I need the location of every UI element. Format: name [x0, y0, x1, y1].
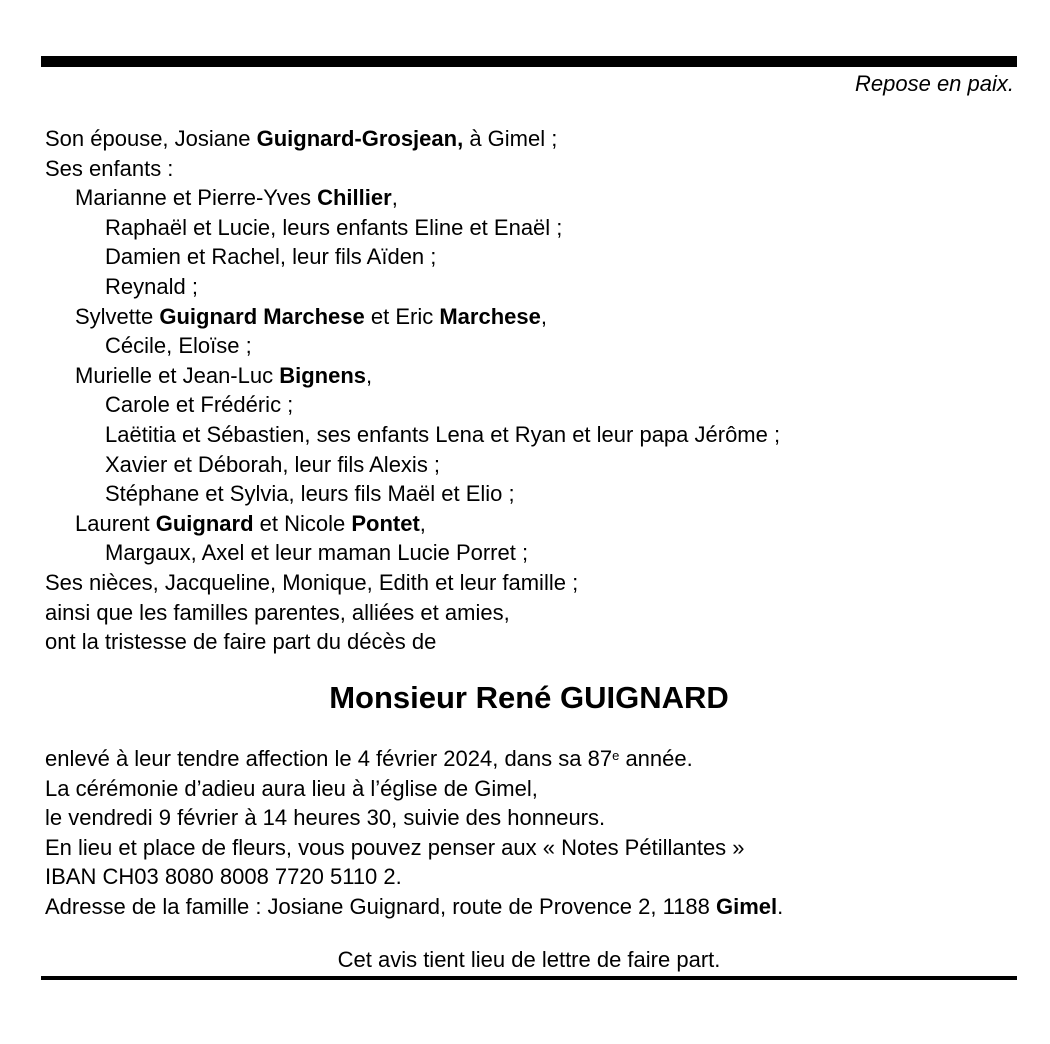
family-line-grandchild: Stéphane et Sylvia, leurs fils Maël et Elio ; [105, 481, 515, 507]
details-block [45, 744, 1005, 922]
detail-ceremony-place: La cérémonie d’adieu aura lieu à l’église de Gimel, [45, 775, 538, 801]
family-line-child: Sylvette Guignard Marchese et Eric Marchese, [75, 303, 547, 329]
epigraph: Repose en paix. [855, 71, 1014, 96]
closing-note: Cet avis tient lieu de lettre de faire part. [337, 947, 721, 972]
family-line-grandchild: Margaux, Axel et leur maman Lucie Porret ; [105, 540, 529, 566]
family-line-child: Murielle et Jean-Luc Bignens, [75, 362, 373, 388]
family-line-children-heading: Ses enfants : [45, 155, 174, 181]
deceased-name: Monsieur René GUIGNARD [329, 680, 729, 715]
family-line-nieces: Ses nièces, Jacqueline, Monique, Edith et leur famille ; [45, 569, 579, 595]
detail-death-date: enlevé à leur tendre affection le 4 février 2024, dans sa 87e année. [45, 746, 693, 771]
bottom-rule [41, 976, 1017, 980]
family-line-announcement: ont la tristesse de faire part du décès de [45, 629, 437, 655]
detail-iban: IBAN CH03 8080 8008 7720 5110 2. [45, 864, 402, 890]
family-list [45, 124, 1005, 657]
family-line-grandchild: Laëtitia et Sébastien, ses enfants Lena et Ryan et leur papa Jérôme ; [105, 421, 781, 447]
detail-ceremony-time: le vendredi 9 février à 14 heures 30, suivie des honneurs. [45, 805, 606, 831]
family-line-spouse: Son épouse, Josiane Guignard-Grosjean, à Gimel ; [45, 126, 558, 151]
family-line-child: Laurent Guignard et Nicole Pontet, [75, 510, 426, 536]
detail-donation: En lieu et place de fleurs, vous pouvez penser aux « Notes Pétillantes » [45, 834, 745, 860]
family-line-grandchild: Raphaël et Lucie, leurs enfants Eline et Enaël ; [105, 214, 563, 240]
family-line-grandchild: Reynald ; [105, 273, 198, 299]
family-line-child: Marianne et Pierre-Yves Chillier, [75, 185, 398, 211]
family-line-grandchild: Carole et Frédéric ; [105, 392, 294, 418]
top-rule [41, 56, 1017, 67]
family-line-grandchild: Cécile, Eloïse ; [105, 333, 252, 359]
family-line-grandchild: Xavier et Déborah, leur fils Alexis ; [105, 451, 441, 477]
detail-family-address: Adresse de la famille : Josiane Guignard, route de Provence 2, 1188 Gimel. [45, 893, 784, 919]
family-line-relatives: ainsi que les familles parentes, alliées et amies, [45, 599, 510, 625]
family-line-grandchild: Damien et Rachel, leur fils Aïden ; [105, 244, 437, 270]
